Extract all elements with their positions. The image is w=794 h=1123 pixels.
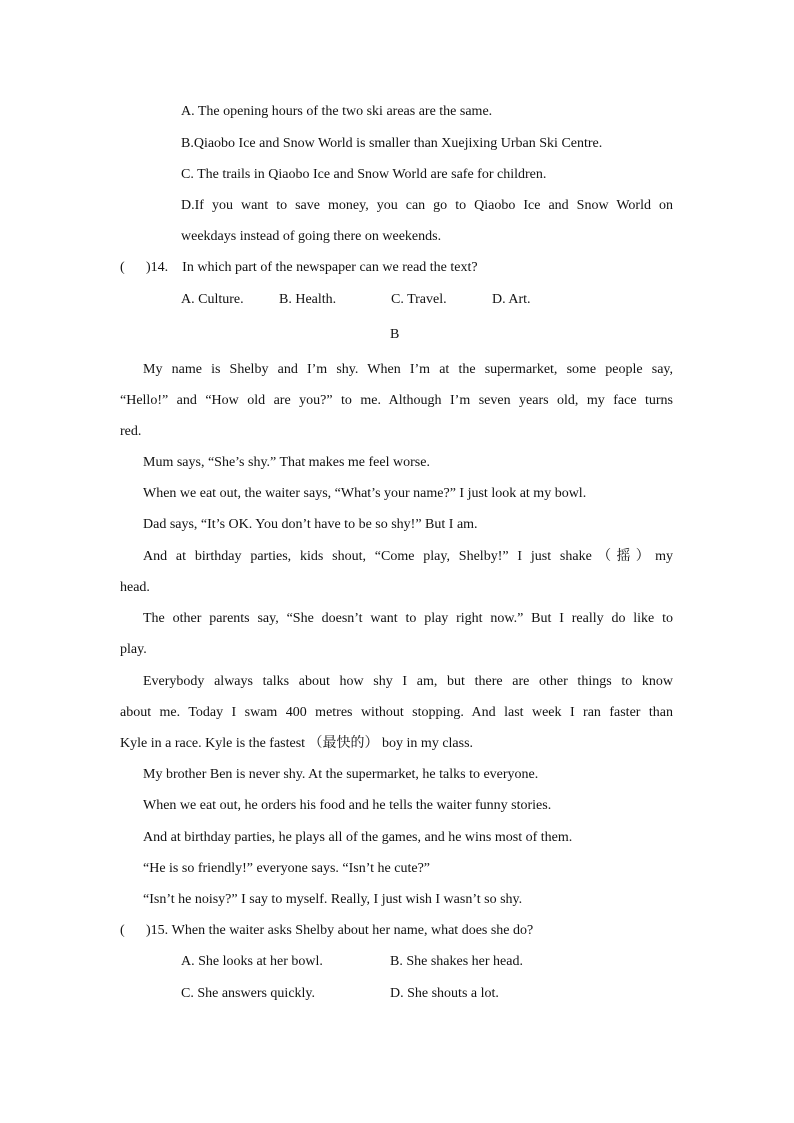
q15-options-row-2 <box>181 984 499 1004</box>
passage-line: play. <box>120 642 147 657</box>
passage-line: “Hello!” and “How old are you?” to me. Although I’m seven years old, my face turns <box>120 393 673 408</box>
q13-option-d-continued: weekdays instead of going there on weekends. <box>181 229 442 244</box>
question-text: In which part of the newspaper can we read the text? <box>182 260 478 275</box>
passage-line: My brother Ben is never shy. At the supermarket, he talks to everyone. <box>143 767 539 782</box>
passage-line: Dad says, “It’s OK. You don’t have to be so shy!” But I am. <box>143 517 478 532</box>
section-title: B <box>390 327 400 342</box>
question-text: When the waiter asks Shelby about her name, what does she do? <box>171 923 534 938</box>
q14-option-a: A. Culture. <box>181 292 244 307</box>
q15-option-d: D. She shouts a lot. <box>390 986 499 1001</box>
q13-option-d: D.If you want to save money, you can go to Qiaobo Ice and Snow World on <box>181 198 673 213</box>
passage-line: And at birthday parties, kids shout, “Come play, Shelby!” I just shake（摇）my <box>143 549 673 564</box>
passage-line: And at birthday parties, he plays all of the games, and he wins most of them. <box>143 830 573 845</box>
answer-blank-open: ( <box>120 260 125 275</box>
q14-option-c: C. Travel. <box>391 292 447 307</box>
question-number: )15. <box>146 923 169 938</box>
q15-option-a: A. She looks at her bowl. <box>181 954 323 969</box>
question-14 <box>120 258 478 278</box>
passage-line: Everybody always talks about how shy I am, but there are other things to know <box>143 674 673 689</box>
passage-line: My name is Shelby and I’m shy. When I’m at the supermarket, some people say, <box>143 362 673 377</box>
q14-option-d: D. Art. <box>492 292 531 307</box>
question-15 <box>120 921 533 941</box>
q15-option-b: B. She shakes her head. <box>390 954 523 969</box>
question-number: )14. <box>146 260 169 275</box>
passage-line: about me. Today I swam 400 metres without stopping. And last week I ran faster than <box>120 705 673 720</box>
passage-line: head. <box>120 580 150 595</box>
passage-line: “He is so friendly!” everyone says. “Isn’t he cute?” <box>143 861 431 876</box>
passage-line: Mum says, “She’s shy.” That makes me feel worse. <box>143 455 430 470</box>
passage-line: red. <box>120 424 142 439</box>
q15-option-c: C. She answers quickly. <box>181 986 316 1001</box>
q13-option-c: C. The trails in Qiaobo Ice and Snow World are safe for children. <box>181 167 547 182</box>
answer-blank-open: ( <box>120 923 125 938</box>
q14-options <box>181 290 531 310</box>
passage-line: When we eat out, the waiter says, “What’s your name?” I just look at my bowl. <box>143 486 587 501</box>
passage-line: Kyle in a race. Kyle is the fastest （最快的） boy in my class. <box>120 736 474 751</box>
passage-line: When we eat out, he orders his food and he tells the waiter funny stories. <box>143 798 552 813</box>
passage-line: “Isn’t he noisy?” I say to myself. Really, I just wish I wasn’t so shy. <box>143 892 523 907</box>
q13-option-b: B.Qiaobo Ice and Snow World is smaller than Xuejixing Urban Ski Centre. <box>181 136 603 151</box>
q14-option-b: B. Health. <box>279 292 337 307</box>
q15-options-row-1 <box>181 952 523 972</box>
passage-line: The other parents say, “She doesn’t want to play right now.” But I really do like to <box>143 611 673 626</box>
q13-option-a: A. The opening hours of the two ski areas are the same. <box>181 104 493 119</box>
